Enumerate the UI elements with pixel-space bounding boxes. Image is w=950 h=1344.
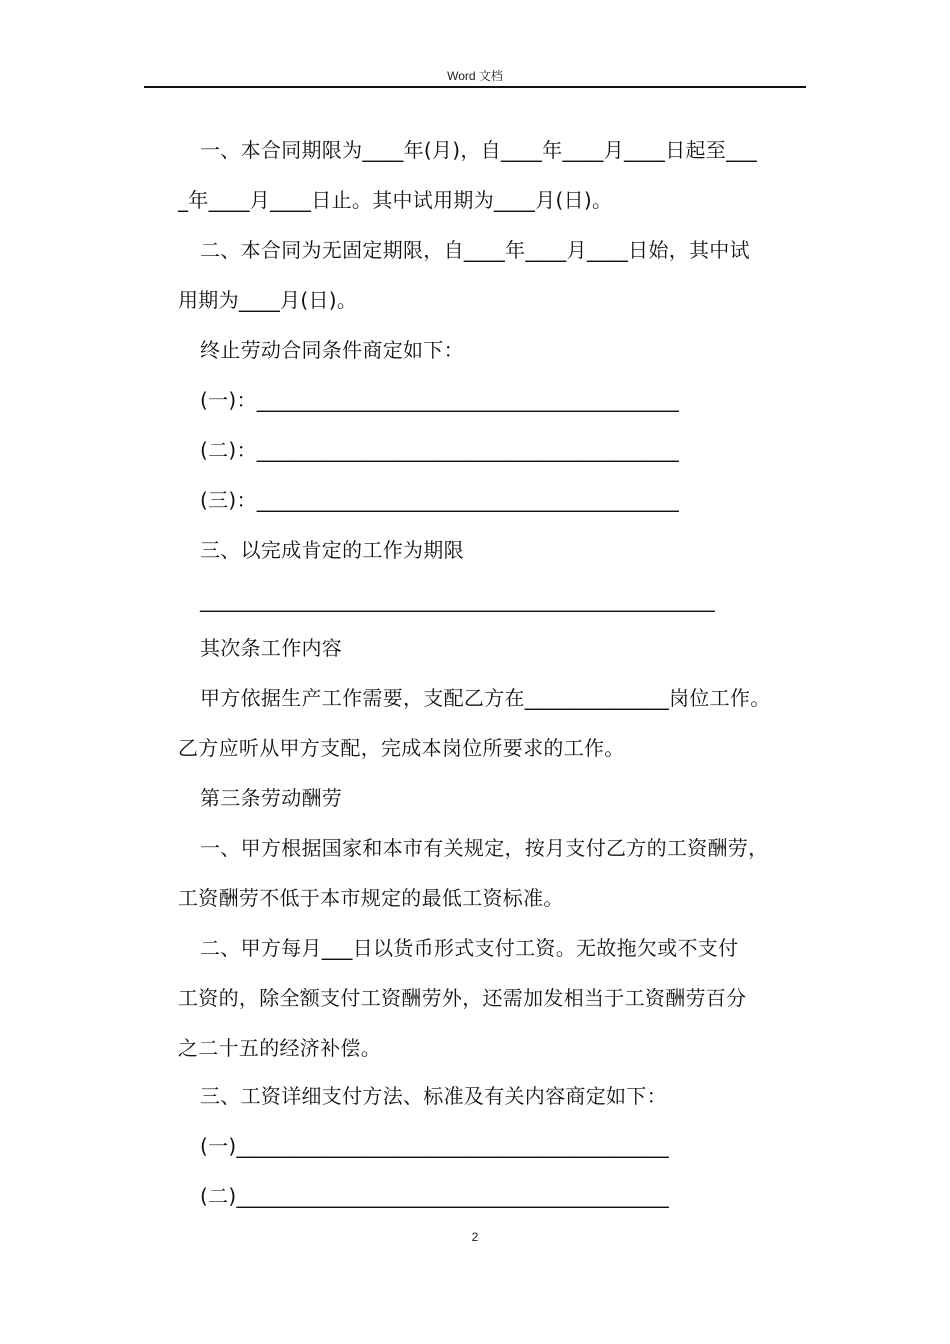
- header-divider: [144, 86, 806, 88]
- text-line: (三)：_________________________________________: [200, 488, 680, 512]
- text-line: (二)__________________________________________: [200, 1184, 670, 1208]
- text-line: 终止劳动合同条件商定如下：: [200, 338, 464, 362]
- header-title: Word 文档: [447, 69, 503, 83]
- text-line: (一)__________________________________________: [200, 1134, 670, 1158]
- text-line: 用期为____月(日)。: [178, 288, 358, 312]
- text-line: 之二十五的经济补偿。: [178, 1036, 381, 1060]
- page-number: 2: [471, 1230, 479, 1244]
- text-line: 第三条劳动酬劳: [200, 786, 343, 810]
- text-line: (一)：_________________________________________: [200, 388, 680, 412]
- text-line: 其次条工作内容: [200, 636, 343, 660]
- text-line: 二、本合同为无固定期限，自____年____月____日始，其中试: [200, 238, 750, 262]
- text-line: 乙方应听从甲方支配，完成本岗位所要求的工作。: [178, 736, 625, 760]
- text-line: 一、甲方根据国家和本市有关规定，按月支付乙方的工资酬劳，: [200, 836, 769, 860]
- text-line: _年____月____日止。其中试用期为____月(日)。: [178, 188, 613, 212]
- text-line: (二)：_________________________________________: [200, 438, 680, 462]
- text-line: 三、以完成肯定的工作为期限: [200, 538, 464, 562]
- text-line: 二、甲方每月___日以货币形式支付工资。无故拖欠或不支付: [200, 936, 739, 960]
- text-line: 一、本合同期限为____年(月)，自____年____月____日起至___: [200, 138, 758, 162]
- text-line: 工资的，除全额支付工资酬劳外，还需加发相当于工资酬劳百分: [178, 986, 747, 1010]
- text-line: __________________________________________________: [200, 588, 715, 612]
- text-line: 三、工资详细支付方法、标准及有关内容商定如下：: [200, 1084, 667, 1108]
- text-line: 工资酬劳不低于本市规定的最低工资标准。: [178, 886, 564, 910]
- text-line: 甲方依据生产工作需要，支配乙方在______________岗位工作。: [200, 686, 771, 710]
